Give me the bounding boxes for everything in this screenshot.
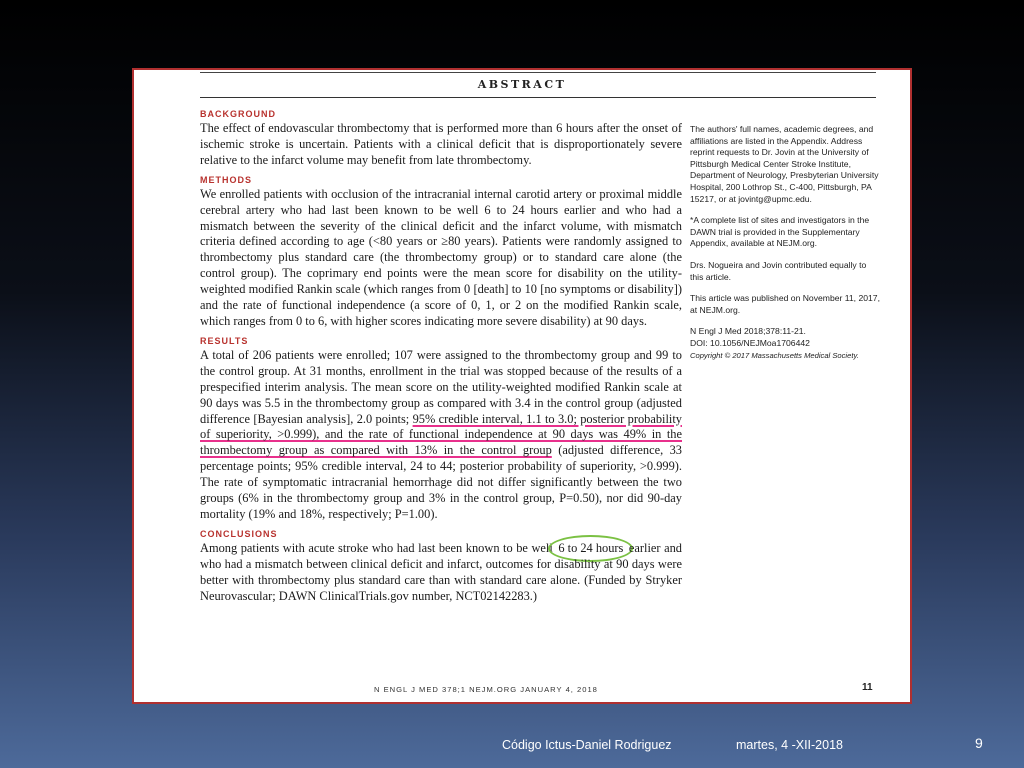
top-rule (200, 72, 876, 73)
abstract-heading: ABSTRACT (477, 78, 567, 91)
authors-note: The authors' full names, academic degrees, and affiliations are listed in the Appendix. Address reprint requests to Dr. Jovin at the University of Pittsburgh Medical Center Stroke Institute, Department of Neurology, Presbyterian University Hospital, 200 Lothrop St., C-400, Pittsburgh, PA 15217, or at jovintg@upmc.edu. (690, 124, 879, 204)
background-text: The effect of endovascular thrombectomy that is performed more than 6 hours after the onset of ischemic stroke is uncertain. Patients with a clinical deficit that is disproportionately severe relative to the infarct volume may benefit from late thrombectomy. (200, 121, 682, 167)
results-text (200, 348, 682, 523)
circled-annotation: 6 to 24 hours (548, 535, 633, 562)
conclusions-text-after: earlier and who had a mismatch between clinical deficit and infarct, outcomes for disability at 90 days were better with thrombectomy plus standard care than with standard care alone. (Funded by Stryker Neurovascular; DAWN ClinicalTrials.gov number, NCT02142283.) (200, 540, 682, 603)
slide-footer-date: martes, 4 -XII-2018 (736, 738, 843, 752)
doi: DOI: 10.1056/NEJMoa1706442 (690, 337, 810, 348)
article-page-image (132, 68, 912, 704)
results-label: RESULTS (200, 335, 249, 346)
running-footer: N ENGL J MED 378;1 NEJM.ORG JANUARY 4, 2018 (374, 685, 598, 694)
conclusions-label: CONCLUSIONS (200, 528, 278, 539)
results-highlight: 95% credible interval, 1.1 to 3.0; posterior probability of superiority, >0.999), and the rate of functional independence at 90 days was 49% in the thrombectomy group as compared with 13% in the control group (200, 411, 682, 458)
abstract-main-column (200, 108, 682, 604)
conclusions-text (200, 541, 682, 605)
page-number: 11 (862, 682, 873, 693)
published-note: This article was published on November 11, 2017, at NEJM.org. (690, 293, 880, 315)
methods-label: METHODS (200, 174, 252, 185)
background-label: BACKGROUND (200, 109, 276, 119)
citation: N Engl J Med 2018;378:11-21. (690, 326, 806, 337)
contrib-note: Drs. Nogueira and Jovin contributed equally to this article. (690, 259, 867, 282)
conclusions-text-before: Among patients with acute stroke who had last been known to be well (200, 540, 557, 555)
slide-footer-author: Código Ictus-Daniel Rodriguez (502, 738, 672, 752)
heading-rule (200, 97, 876, 98)
sites-note: *A complete list of sites and investigators in the DAWN trial is provided in the Supplementary Appendix, available at NEJM.org. (690, 215, 870, 249)
copyright: Copyright © 2017 Massachusetts Medical Society. (690, 350, 859, 360)
methods-text: We enrolled patients with occlusion of the intracranial internal carotid artery or proximal middle cerebral artery who had last been known to be well 6 to 24 hours earlier and who had a mismatch between the severity of the clinical deficit and the infarct volume, with mismatch criteria defined according to age (<80 years or ≥80 years). Patients were randomly assigned to thrombectomy plus standard care (the thrombectomy group) or to standard care alone (the control group). The coprimary end points were the mean score for disability on the utility-weighted modified Rankin scale (which ranges from 0 [death] to 10 [no symptoms or disability]) and the rate of functional independence (a score of 0, 1, or 2 on the modified Rankin scale, which ranges from 0 to 6, with higher scores indicating more severe disability) at 90 days. (200, 186, 682, 328)
results-text-after: (adjusted difference, 33 percentage points; 95% credible interval, 24 to 44; posterior probability of superiority, >0.999). The rate of symptomatic intracranial hemorrhage did not differ significantly between the two groups (6% in the thrombectomy group and 3% in the control group, P=0.50), nor did 90-day mortality (19% and 18%, respectively; P=1.00). (200, 443, 682, 521)
results-text-before: A total of 206 patients were enrolled; 107 were assigned to the thrombectomy group and 99 to the control group. At 31 months, enrollment in the trial was stopped because of the results of a prespecified interim analysis. The mean score on the utility-weighted modified Rankin scale at 90 days was 5.5 in the thrombectomy group as compared with 3.4 in the control group (adjusted difference [Bayesian analysis], 2.0 points; (200, 347, 682, 426)
sidebar-notes (690, 124, 880, 371)
slide-number: 9 (975, 735, 983, 751)
